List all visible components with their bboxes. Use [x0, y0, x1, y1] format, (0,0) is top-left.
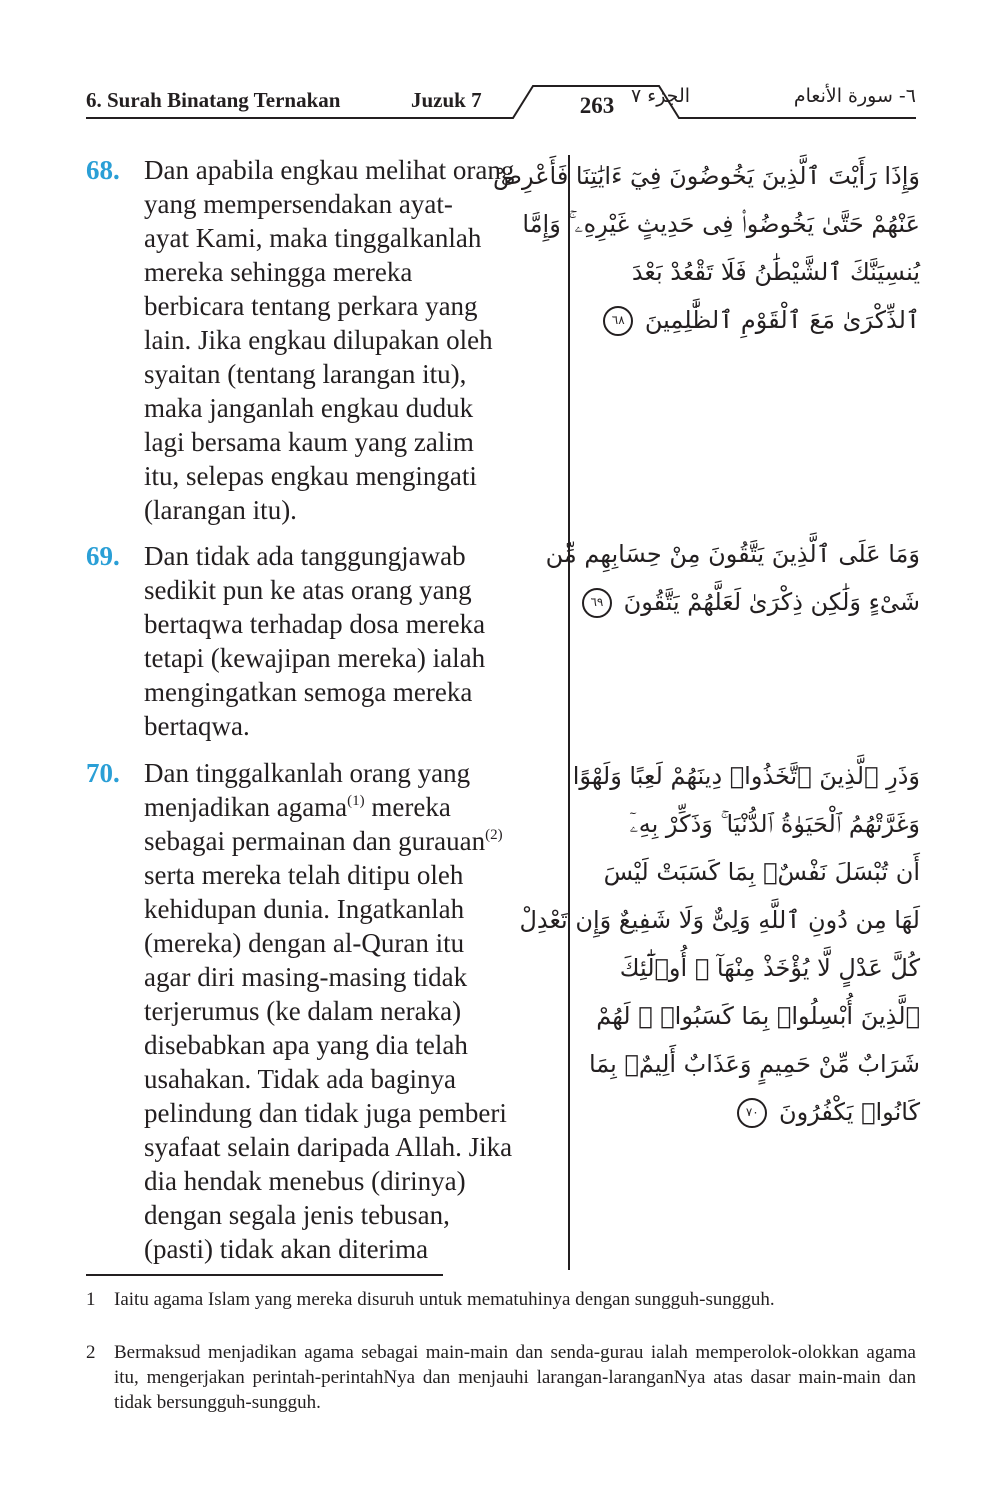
- arabic-line: أَن تُبْسَلَ نَفْسٌۢ بِمَا كَسَبَتْ لَيْسَ: [603, 858, 920, 886]
- arabic-line-text: شَىْءٍ وَلَٰكِن ذِكْرَىٰ لَعَلَّهُمْ يَتَّقُونَ: [623, 588, 920, 616]
- footnote-rule: [86, 1274, 443, 1276]
- footnote-ref-2: (2): [485, 827, 503, 843]
- text-span: mereka: [364, 792, 451, 822]
- text-line: Dan tinggalkanlah orang yang: [144, 758, 471, 788]
- text-line: syaitan (tentang larangan itu),: [144, 359, 467, 389]
- verse-end-marker-icon: ٦٩: [582, 588, 612, 618]
- text-line: maka janganlah engkau duduk: [144, 393, 474, 423]
- text-span: menjadikan agama: [144, 792, 348, 822]
- text-span: sebagai permainan dan gurauan: [144, 826, 486, 856]
- verse-68-translation: [86, 153, 561, 527]
- page-number: 263: [579, 93, 615, 118]
- arabic-line: لَهَا مِن دُونِ ٱللَّهِ وَلِىٌّ وَلَا شَفِيعٌ وَإِن تَعْدِلْ: [519, 906, 920, 934]
- page-header: [86, 82, 916, 122]
- footnote-number: 1: [86, 1289, 96, 1310]
- footnote-text: Iaitu agama Islam yang mereka disuruh untuk mematuhinya dengan sungguh-sungguh.: [114, 1289, 775, 1310]
- arabic-line: ٱلَّذِينَ أُبْسِلُوا۟ بِمَا كَسَبُوا۟ ۖ لَهُمْ: [596, 1002, 920, 1030]
- text-line: berbicara tentang perkara yang: [144, 291, 478, 321]
- footnote-2: [86, 1340, 916, 1415]
- footnote-ref-1: (1): [347, 793, 365, 809]
- text-line: pelindung dan tidak juga pemberi: [144, 1098, 507, 1128]
- footnote-text: Bermaksud menjadikan agama sebagai main-main dan senda-gurau ialah memperolok-olokkan agama itu, mengerjakan perintah-perintahNya dan menjauhi larangan-laranganNya atas dasar main-main dan tidak bersungguh-sungguh.: [114, 1342, 916, 1413]
- text-line: yang mempersendakan ayat-: [144, 189, 453, 219]
- arabic-line: [598, 1088, 920, 1136]
- text-line: usahakan. Tidak ada baginya: [144, 1064, 456, 1094]
- text-line: ayat Kami, maka tinggalkanlah: [144, 223, 482, 253]
- text-line: mengingatkan semoga mereka: [144, 677, 473, 707]
- verse-end-marker-icon: ٦٨: [603, 306, 633, 336]
- text-line: bertaqwa terhadap dosa mereka: [144, 609, 486, 639]
- verse-number: 69.: [86, 541, 120, 571]
- surah-title: 6. Surah Binatang Ternakan: [86, 88, 341, 112]
- text-line: dengan segala jenis tebusan,: [144, 1200, 450, 1230]
- juzuk-label: Juzuk 7: [411, 88, 482, 112]
- surah-title-arabic: ٦- سورة الأنعام: [793, 85, 916, 107]
- arabic-line: وَإِذَا رَأَيْتَ ٱلَّذِينَ يَخُوضُونَ فِيٓ ءَايَٰتِنَا فَأَعْرِضْ: [492, 162, 920, 190]
- arabic-line: عَنْهُمْ حَتَّىٰ يَخُوضُوا۟ فِى حَدِيثٍ غَيْرِهِۦ ۚ وَإِمَّا: [522, 210, 920, 238]
- text-line: mereka sehingga mereka: [144, 257, 413, 287]
- text-line: [144, 790, 561, 824]
- text-line: terjerumus (ke dalam neraka): [144, 996, 462, 1026]
- text-line: Dan apabila engkau melihat orang: [144, 155, 515, 185]
- text-line: (larangan itu).: [144, 495, 297, 525]
- arabic-line: [598, 296, 920, 344]
- verse-number: 68.: [86, 155, 120, 185]
- verse-number: 70.: [86, 758, 120, 788]
- text-line: kehidupan dunia. Ingatkanlah: [144, 894, 465, 924]
- arabic-line: وَمَا عَلَى ٱلَّذِينَ يَتَّقُونَ مِنْ حِسَابِهِم مِّن: [545, 540, 920, 568]
- text-line: dia hendak menebus (dirinya): [144, 1166, 466, 1196]
- text-line: disebabkan apa yang dia telah: [144, 1030, 468, 1060]
- footnote-1: [86, 1287, 916, 1312]
- text-line: itu, selepas engkau mengingati: [144, 461, 477, 491]
- text-line: [144, 824, 561, 858]
- text-line: (mereka) dengan al-Quran itu: [144, 928, 465, 958]
- column-divider: [568, 155, 570, 1270]
- arabic-line: يُنسِيَنَّكَ ٱلشَّيْطَٰنُ فَلَا تَقْعُدْ بَعْدَ: [631, 258, 920, 286]
- text-line: agar diri masing-masing tidak: [144, 962, 468, 992]
- arabic-line: كُلَّ عَدْلٍ لَّا يُؤْخَذْ مِنْهَآ ۗ أُو۟لَٰٓئِكَ: [619, 954, 920, 982]
- verse-69-arabic: [545, 530, 920, 626]
- verse-70-arabic: [519, 752, 920, 1136]
- verse-70-translation: [86, 756, 561, 1266]
- verse-68-arabic: [492, 152, 920, 344]
- text-line: syafaat selain daripada Allah. Jika: [144, 1132, 513, 1162]
- text-line: tetapi (kewajipan mereka) ialah: [144, 643, 486, 673]
- arabic-line: وَغَرَّتْهُمُ ٱلْحَيَوٰةُ ٱلدُّنْيَا ۚ وَذَكِّرْ بِهِۦٓ: [629, 810, 920, 838]
- text-line: serta mereka telah ditipu oleh: [144, 860, 464, 890]
- text-line: (pasti) tidak akan diterima: [144, 1234, 429, 1264]
- verse-end-marker-icon: ٧٠: [737, 1098, 767, 1128]
- arabic-line: وَذَرِ ٱلَّذِينَ ٱتَّخَذُوا۟ دِينَهُمْ لَعِبًا وَلَهْوًا: [572, 762, 920, 790]
- arabic-line: [590, 578, 920, 626]
- text-line: lain. Jika engkau dilupakan oleh: [144, 325, 493, 355]
- arabic-line-text: ٱلذِّكْرَىٰ مَعَ ٱلْقَوْمِ ٱلظَّٰلِمِينَ: [644, 306, 920, 334]
- arabic-line: شَرَابٌ مِّنْ حَمِيمٍ وَعَذَابٌ أَلِيمٌۢ بِمَا: [588, 1050, 920, 1078]
- text-line: sedikit pun ke atas orang yang: [144, 575, 472, 605]
- footnote-number: 2: [86, 1342, 96, 1363]
- verse-69-translation: [86, 539, 561, 743]
- juz-arabic: الجزء ٧: [631, 85, 691, 107]
- text-line: lagi bersama kaum yang zalim: [144, 427, 474, 457]
- text-line: bertaqwa.: [144, 711, 250, 741]
- arabic-line-text: كَانُوا۟ يَكْفُرُونَ: [778, 1098, 920, 1126]
- text-line: Dan tidak ada tanggungjawab: [144, 541, 466, 571]
